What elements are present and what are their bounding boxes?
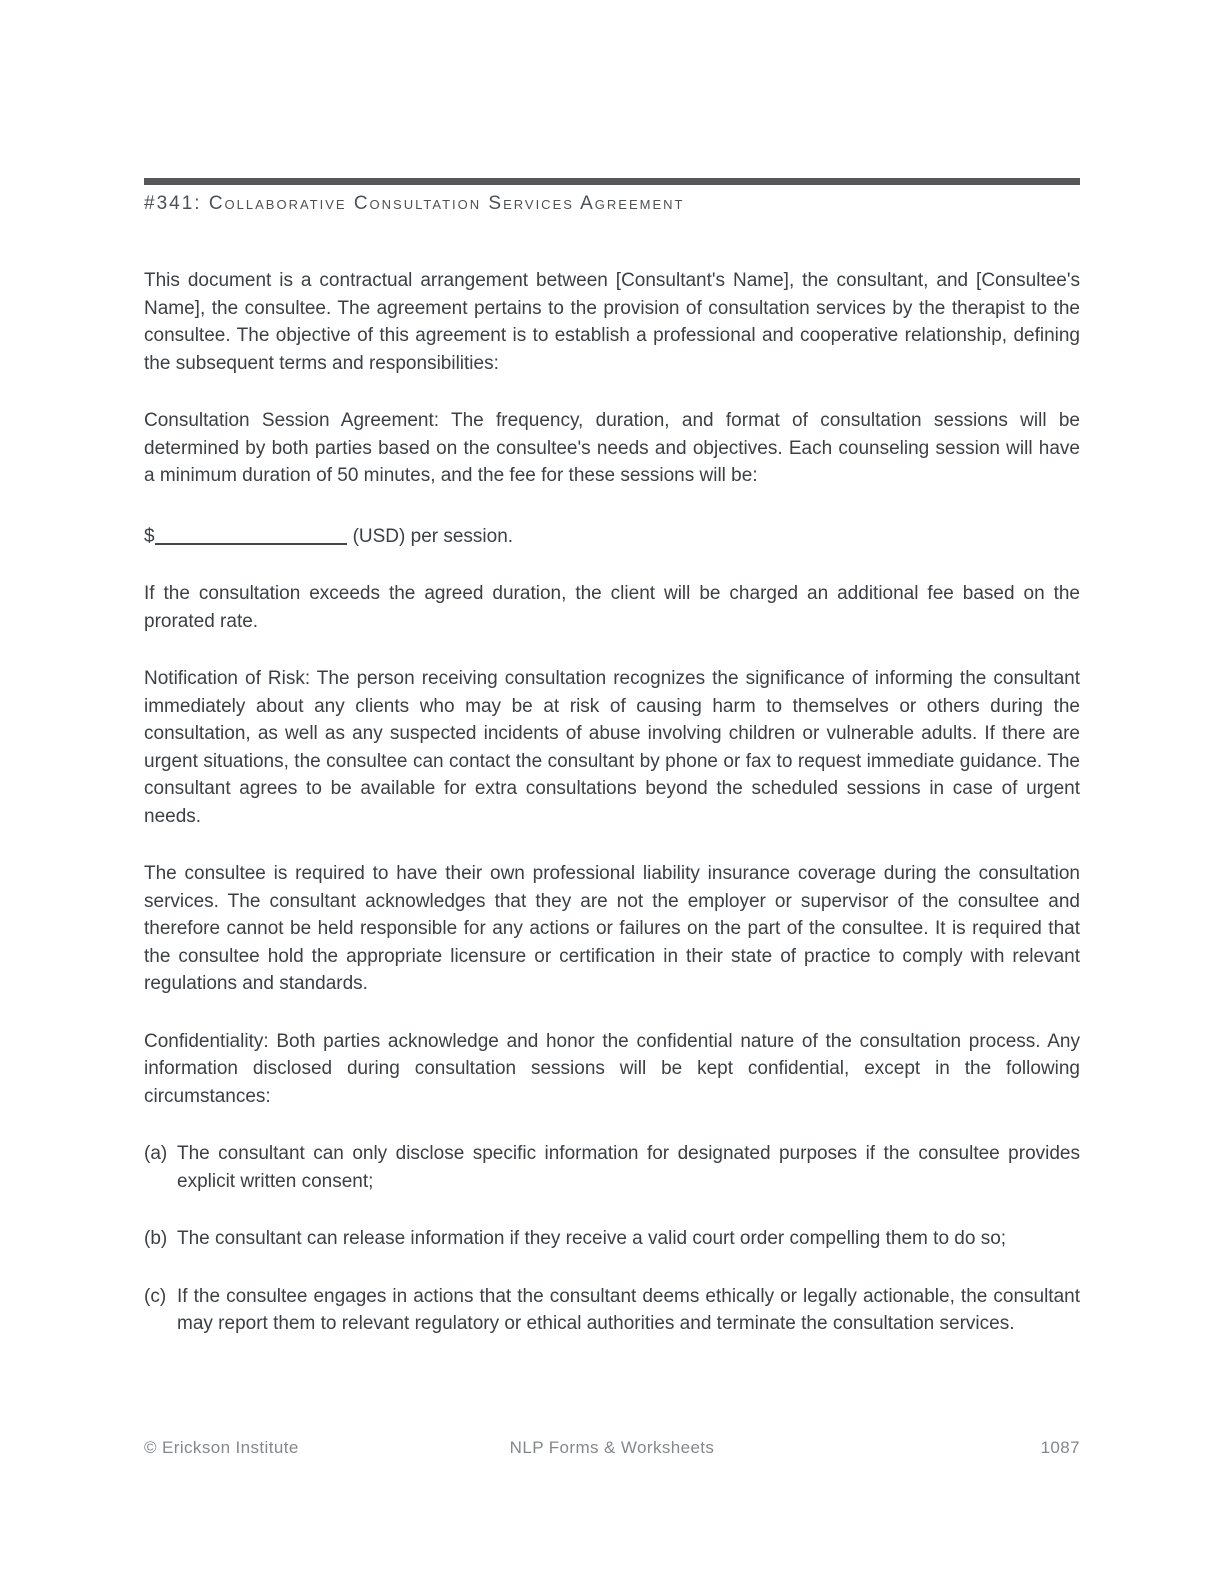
paragraph-notification-of-risk: Notification of Risk: The person receiving consultation recognizes the significance of informing the consultant immediately about any clients who may be at risk of causing harm to themselves or others during the consultation, as well as any suspected incidents of abuse involving children or vulnerable adults. If there are urgent situations, the consultee can contact the consultant by phone or fax to request immediate guidance. The consultant agrees to be available for extra consultations beyond the scheduled sessions in case of urgent needs. [144,668,1080,827]
fee-currency-symbol: $ [144,525,155,547]
footer-page-number: 1087 [1040,1438,1080,1457]
paragraph-confidentiality: Confidentiality: Both parties acknowledge and honor the confidential nature of the consultation process. Any information disclosed during consultation sessions will be kept confidential, except in the following circumstances: [144,1030,1080,1107]
page-footer [144,1437,1080,1458]
clause-text: If the consultee engages in actions that the consultant deems ethically or legally actionable, the consultant may report them to relevant regulatory or ethical authorities and terminate the consultation services. [177,1285,1080,1334]
footer-book-title: NLP Forms & Worksheets [509,1438,715,1457]
clause-marker: (c) [144,1285,167,1307]
fee-line-suffix: (USD) per session. [352,525,514,547]
page-title: #341: Collaborative Consultation Services Agreement [144,193,685,214]
paragraph-intro: This document is a contractual arrangement between [Consultant's Name], the consultant, and [Consultee's Name], the consultee. The agreement pertains to the provision of consultation services by the therapist to the consultee. The objective of this agreement is to establish a professional and cooperative relationship, defining the subsequent terms and responsibilities: [144,270,1080,374]
clause-item-a [144,1140,1080,1195]
clause-text: The consultant can only disclose specific information for designated purposes if the consultee provides explicit written consent; [177,1143,1080,1192]
footer-copyright: © Erickson Institute [144,1438,299,1457]
fee-blank-field [155,523,347,545]
clause-text: The consultant can release information if they receive a valid court order compelling them to do so; [177,1228,1007,1249]
clause-marker: (a) [144,1143,168,1164]
clause-marker: (b) [144,1228,168,1249]
fee-line [144,520,1080,551]
paragraph-overage-fee: If the consultation exceeds the agreed duration, the client will be charged an additional fee based on the prorated rate. [144,583,1080,632]
clause-item-c [144,1283,1080,1338]
paragraph-liability-insurance: The consultee is required to have their own professional liability insurance coverage during the consultation services. The consultant acknowledges that they are not the employer or supervisor of the consultee and therefore cannot be held responsible for any actions or failures on the part of the consultee. It is required that the consultee hold the appropriate licensure or certification in their state of practice to comply with relevant regulations and standards. [144,863,1080,994]
clause-item-b [144,1225,1080,1253]
document-page [144,178,1080,1368]
heading-rule [144,178,1080,185]
paragraph-session-agreement: Consultation Session Agreement: The frequency, duration, and format of consultation sessions will be determined by both parties based on the consultee's needs and objectives. Each counseling session will have a minimum duration of 50 minutes, and the fee for these sessions will be: [144,410,1080,486]
